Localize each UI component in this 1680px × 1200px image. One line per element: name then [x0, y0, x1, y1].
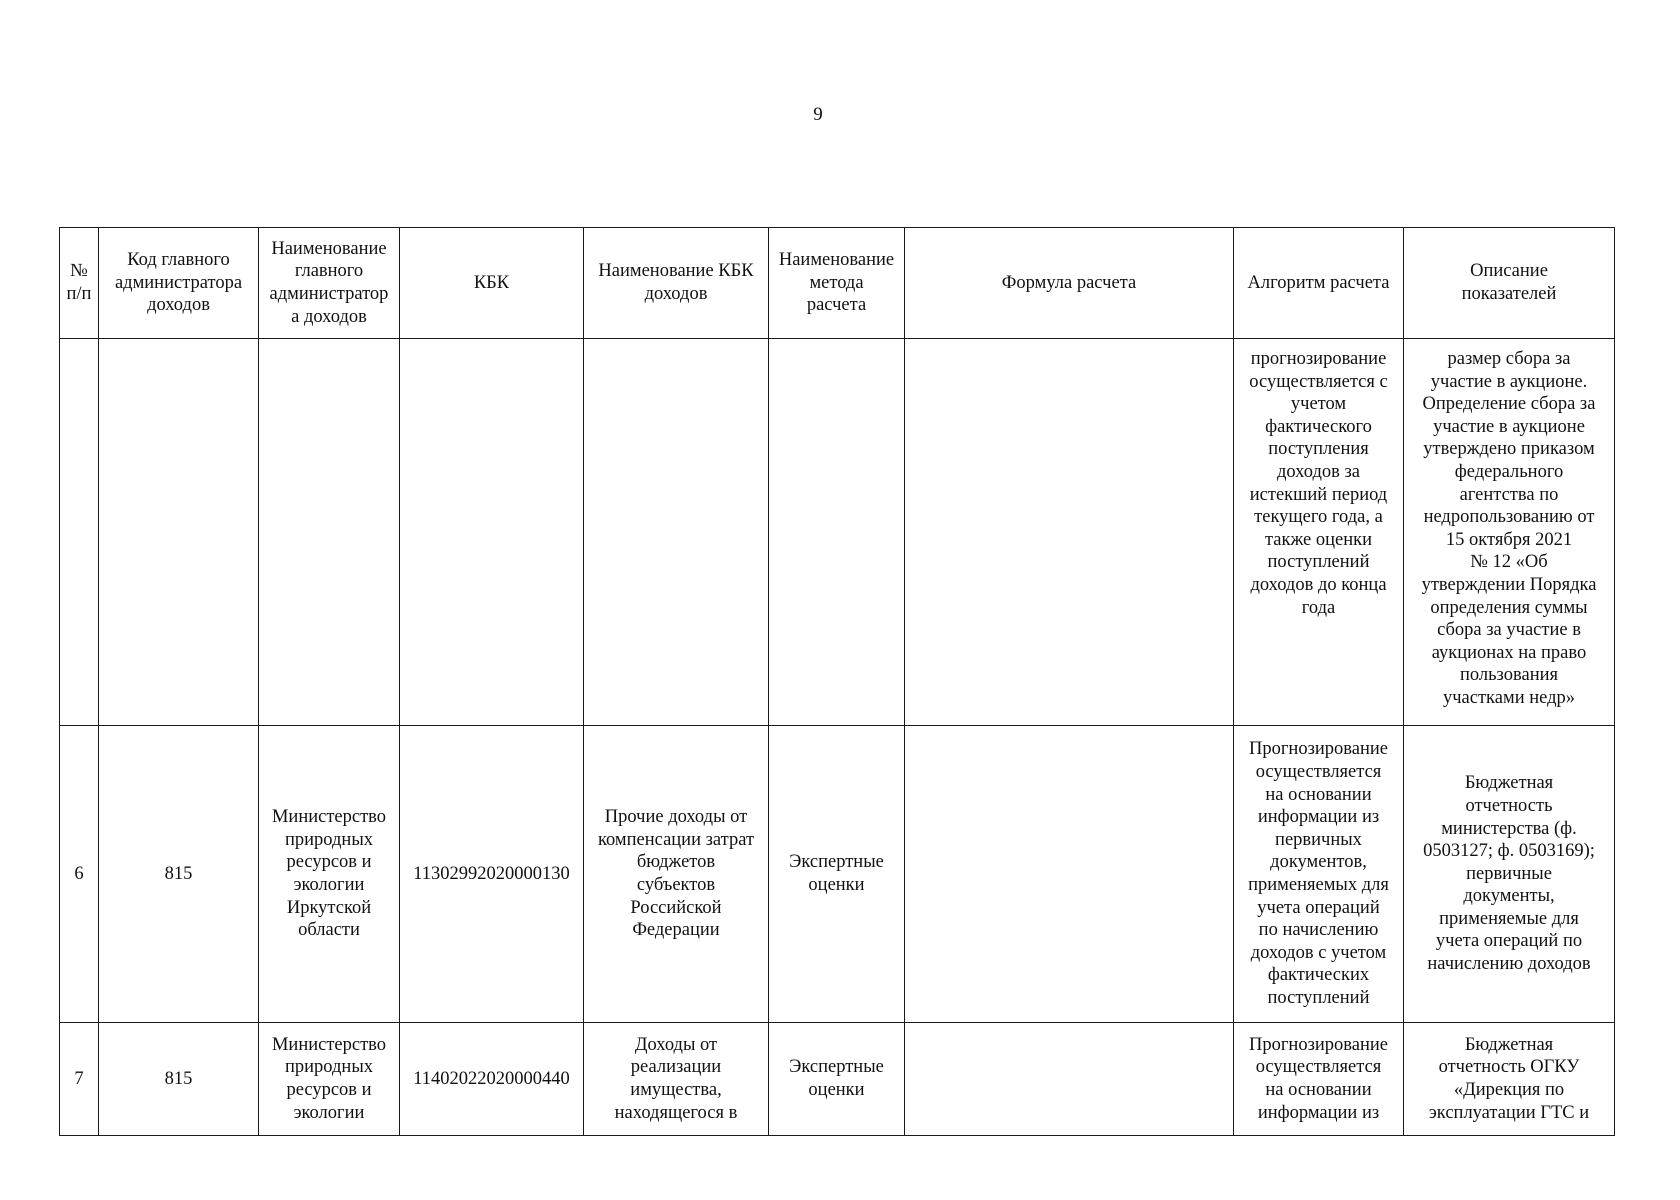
cell-admin-name: Министерство природных ресурсов и экологии [259, 1023, 400, 1136]
cell-algorithm: Прогнозирование осуществляется на основании информации из первичных документов, применяемых для учета операций по начислению доходов с учетом фактических поступлений [1234, 726, 1404, 1023]
cell-algorithm-text: прогнозирование осуществляется с учетом фактического поступления доходов за истекший период текущего года, а также оценки поступлений доходов до конца года [1249, 349, 1388, 618]
header-kbk: КБК [400, 228, 584, 339]
table-header-row [60, 228, 1615, 339]
cell-method [769, 339, 905, 726]
cell-algorithm [1234, 339, 1404, 726]
table-row [60, 726, 1615, 1023]
cell-kbk: 11402022020000440 [400, 1023, 584, 1136]
cell-method: Экспертные оценки [769, 1023, 905, 1136]
cell-admin-name [259, 339, 400, 726]
cell-description [1404, 339, 1615, 726]
cell-kbk-name [584, 339, 769, 726]
header-num: № п/п [60, 228, 99, 339]
header-method: Наименование метода расчета [769, 228, 905, 339]
cell-description: Бюджетная отчетность ОГКУ «Дирекция по эксплуатации ГТС и [1404, 1023, 1615, 1136]
cell-method: Экспертные оценки [769, 726, 905, 1023]
cell-admin-code: 815 [99, 1023, 259, 1136]
header-algorithm: Алгоритм расчета [1234, 228, 1404, 339]
cell-algorithm: Прогнозирование осуществляется на основании информации из [1234, 1023, 1404, 1136]
cell-admin-code [99, 339, 259, 726]
cell-description-text: размер сбора за участие в аукционе. Определение сбора за участие в аукционе утверждено приказом федерального агентства по недропользованию от 15 октября 2021 № 12 «Об утверждении Порядка определения суммы сбора за участие в аукционах на право пользования участками недр» [1421, 349, 1597, 708]
header-admin-name: Наименование главного администратор а доходов [259, 228, 400, 339]
cell-admin-code: 815 [99, 726, 259, 1023]
revenue-forecast-table [59, 227, 1615, 1136]
cell-formula [905, 1023, 1234, 1136]
cell-num: 6 [60, 726, 99, 1023]
cell-formula [905, 339, 1234, 726]
cell-kbk-name: Доходы от реализации имущества, находящегося в [584, 1023, 769, 1136]
table-row [60, 1023, 1615, 1136]
cell-num [60, 339, 99, 726]
cell-description: Бюджетная отчетность министерства (ф. 0503127; ф. 0503169); первичные документы, применяемые для учета операций по начислению доходов [1404, 726, 1615, 1023]
cell-kbk-name: Прочие доходы от компенсации затрат бюджетов субъектов Российской Федерации [584, 726, 769, 1023]
cell-num: 7 [60, 1023, 99, 1136]
cell-kbk [400, 339, 584, 726]
page-number: 9 [813, 104, 823, 125]
header-admin-code: Код главного администратора доходов [99, 228, 259, 339]
cell-admin-name: Министерство природных ресурсов и экологии Иркутской области [259, 726, 400, 1023]
header-formula: Формула расчета [905, 228, 1234, 339]
header-kbk-name: Наименование КБК доходов [584, 228, 769, 339]
cell-formula [905, 726, 1234, 1023]
table-row [60, 339, 1615, 726]
header-description: Описание показателей [1404, 228, 1615, 339]
cell-kbk: 11302992020000130 [400, 726, 584, 1023]
